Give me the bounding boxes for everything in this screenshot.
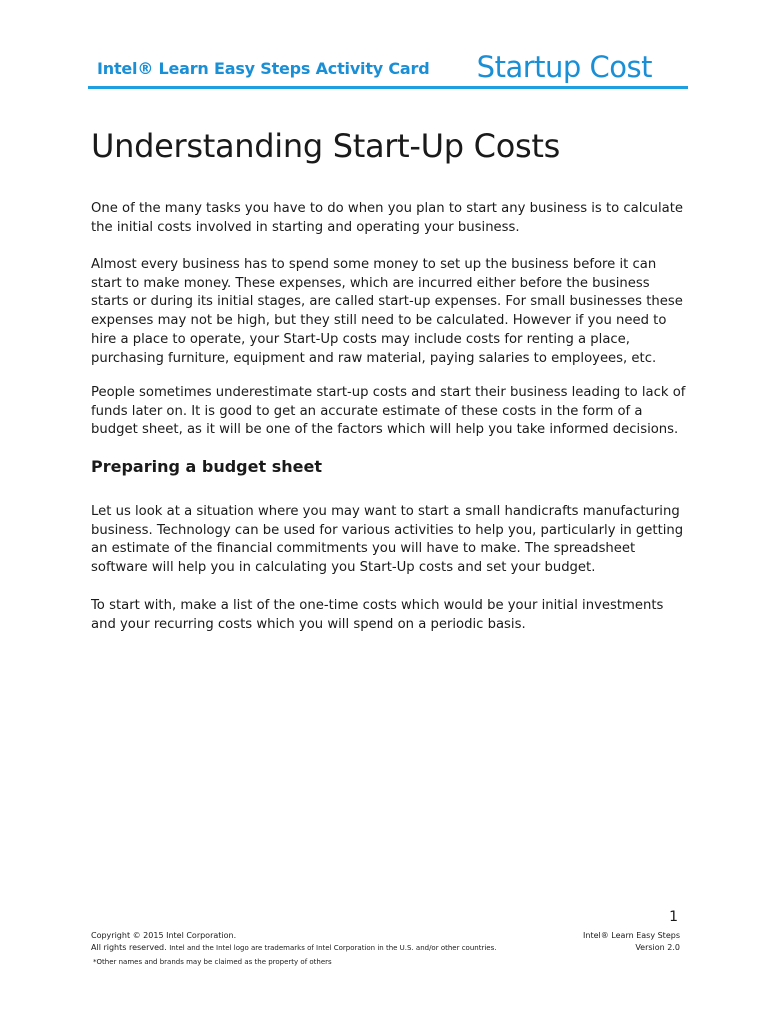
intro-paragraph-1: One of the many tasks you have to do when you plan to start any business is to calculate the initial costs involved in starting and operating your business. xyxy=(91,201,684,235)
footer-copyright: Copyright © 2015 Intel Corporation. xyxy=(91,931,237,940)
header-divider xyxy=(88,86,688,89)
footer-trademark: Intel and the Intel logo are trademarks of Intel Corporation in the U.S. and/or other countries. xyxy=(169,944,497,952)
header-series-title: Intel® Learn Easy Steps Activity Card xyxy=(97,59,430,78)
footer-product-info xyxy=(583,930,680,954)
footer-rights: All rights reserved. xyxy=(91,943,167,952)
page-title: Understanding Start-Up Costs xyxy=(91,127,560,165)
intro-paragraph-3: People sometimes underestimate start-up costs and start their business leading to lack of funds later on. It is good to get an accurate estimate of these costs in the form of a budget sheet, as it will be one of the factors which will help you take informed decisions. xyxy=(91,385,686,438)
footer-other-names: *Other names and brands may be claimed as the property of others xyxy=(93,958,332,966)
page-number: 1 xyxy=(669,909,678,925)
section-paragraph-2: To start with, make a list of the one-time costs which would be your initial investments and your recurring costs which you will spend on a periodic basis. xyxy=(91,598,664,632)
header-topic-title: Startup Cost xyxy=(476,50,652,84)
footer-legal xyxy=(91,930,496,968)
section-paragraph-1: Let us look at a situation where you may want to start a small handicrafts manufacturing business. Technology can be used for various activities to help you, particularly in getting an estimate of the financial commitments you will have to make. The spreadsheet software will help you in calculating you Start-Up costs and set your budget. xyxy=(91,504,684,576)
footer-version: Version 2.0 xyxy=(635,943,680,952)
intro-paragraph-2: Almost every business has to spend some money to set up the business before it can start to make money. These expenses, which are incurred either before the business starts or during its initial stages, are called start-up expenses. For small businesses these expenses may not be high, but they still need to be calculated. However if you need to hire a place to operate, your Start-Up costs may include costs for renting a place, purchasing furniture, equipment and raw material, paying salaries to employees, etc. xyxy=(91,257,683,366)
footer-product: Intel® Learn Easy Steps xyxy=(583,931,680,940)
section-heading: Preparing a budget sheet xyxy=(91,457,322,476)
